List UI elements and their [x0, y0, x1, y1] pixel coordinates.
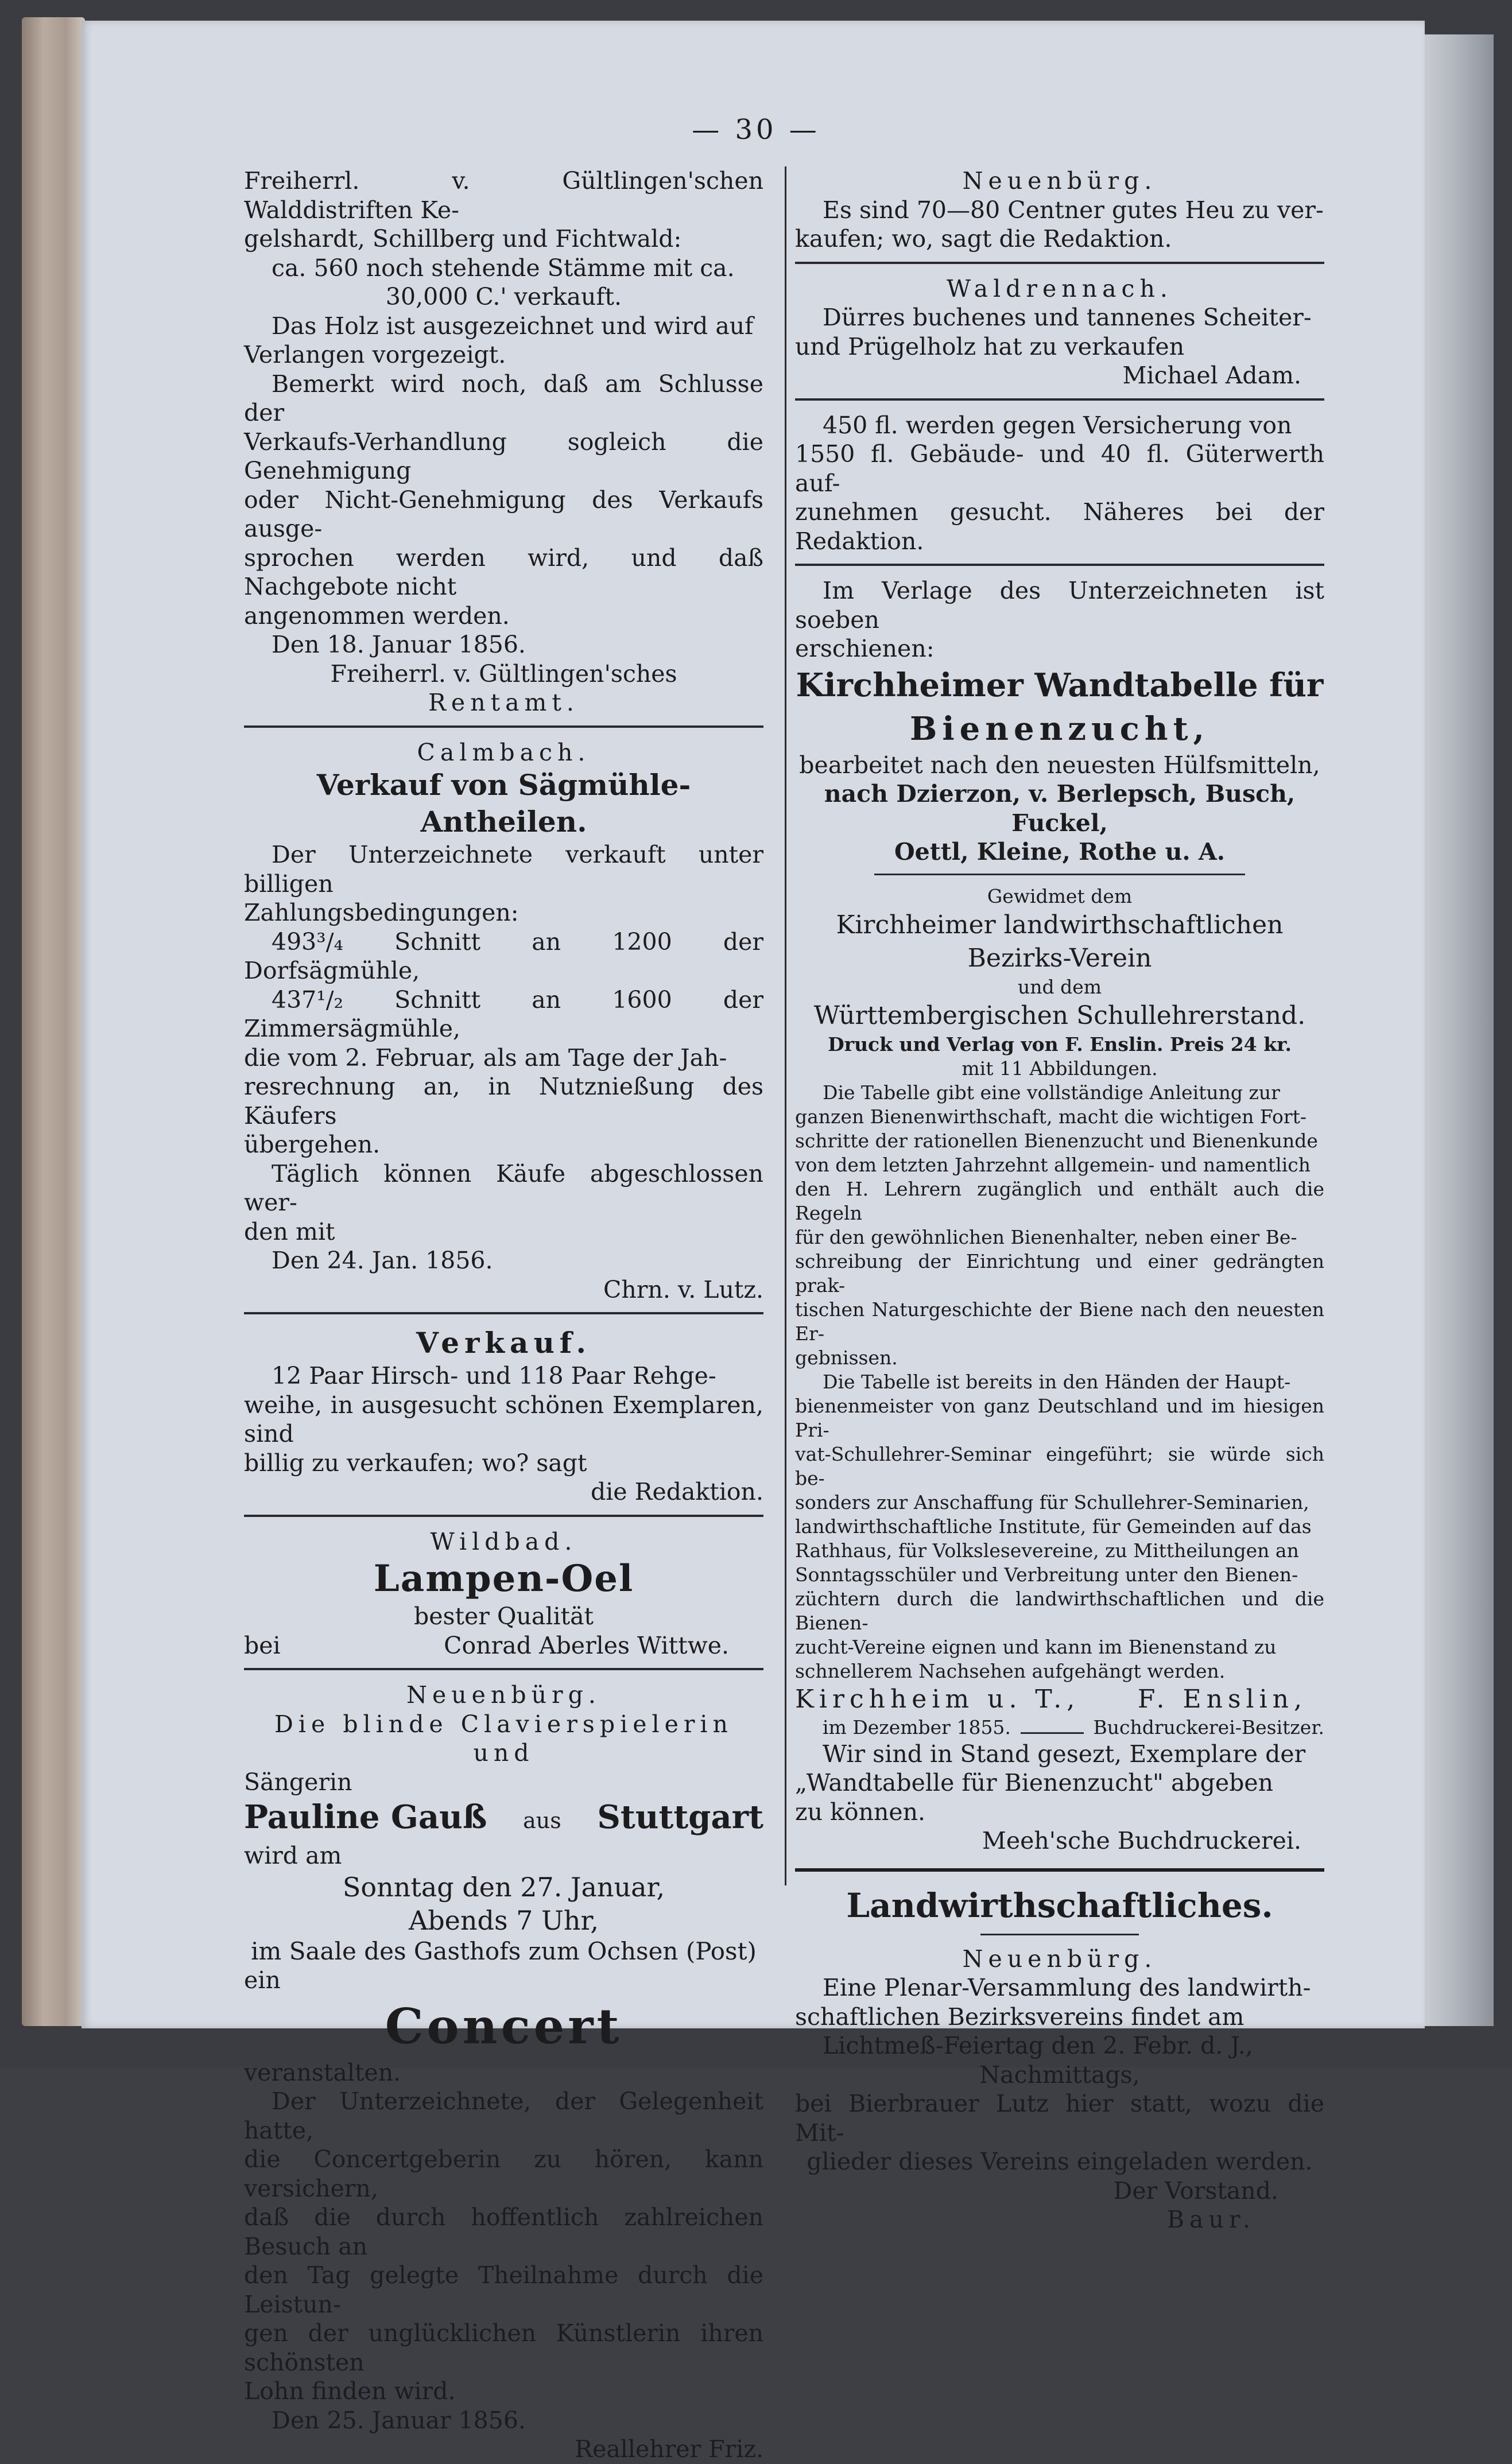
ad-text-line: Nachmittags,	[979, 2061, 1140, 2089]
ad-publisher-name: F. Enslin,	[1137, 1684, 1307, 1714]
ad-publisher-date-line	[795, 1716, 1324, 1740]
performer-name: Pauline Gauß	[244, 1798, 487, 1836]
ad-darlehen	[795, 411, 1324, 556]
ad-text-line: 30,000 C.' verkauft.	[385, 283, 622, 311]
right-column	[795, 166, 1324, 2234]
column-divider	[785, 166, 786, 1885]
ad-text-line: Es sind 70—80 Centner gutes Heu zu ver-	[823, 196, 1324, 224]
ad-text-line: wird am	[244, 1842, 342, 1869]
ad-text-line: oder Nicht-Genehmigung des Verkaufs ausge-	[244, 486, 763, 542]
section-title: Landwirthschaftliches.	[846, 1885, 1273, 1925]
ad-text-line: schnellerem Nachsehen aufgehängt werden.	[795, 1659, 1226, 1682]
ad-text-line: übergehen.	[244, 1131, 381, 1158]
ad-text-line: Der Unterzeichnete, der Gelegenheit hatte,	[244, 2087, 763, 2144]
ad-text-line: gen der unglücklichen Künstlerin ihren schönsten	[244, 2319, 763, 2376]
ad-text-line: Dürres buchenes und tannenes Scheiter-	[823, 304, 1312, 331]
short-rule	[1021, 1732, 1084, 1734]
ad-association: Württembergischen Schullehrerstand.	[813, 1000, 1306, 1030]
ad-text-line: den H. Lehrern zugänglich und enthält auch die Regeln	[795, 1177, 1324, 1224]
ad-text-line: Lohn finden wird.	[244, 2377, 456, 2405]
book-spine	[22, 17, 85, 2026]
ad-signature: Rentamt.	[428, 689, 579, 716]
ad-seller-line	[244, 1631, 763, 1660]
ad-text-line: und Prügelholz hat zu verkaufen	[795, 332, 1185, 360]
ad-text-line: glieder dieses Vereins eingeladen werden.	[807, 2148, 1313, 2175]
ad-place: Neuenbürg.	[406, 1681, 601, 1709]
ad-title: Lampen-Oel	[373, 1557, 634, 1600]
left-column	[244, 166, 763, 2464]
ad-text-line: tischen Naturgeschichte der Biene nach den neuesten Er-	[795, 1298, 1324, 1345]
ad-text-line: ganzen Bienenwirthschaft, macht die wichtigen Fort-	[795, 1105, 1307, 1128]
ad-text-line: Eine Plenar-Versammlung des landwirth-	[823, 1974, 1311, 2001]
ad-text-line: für den gewöhnlichen Bienenhalter, neben einer Be-	[795, 1225, 1297, 1248]
ad-text-line: 1550 fl. Gebäude- und 40 fl. Güterwerth auf-	[795, 440, 1324, 497]
ad-publisher-role: Buchdruckerei-Besitzer.	[1093, 1716, 1324, 1739]
ad-text-line: züchtern durch die landwirthschaftlichen und die Bienen-	[795, 1587, 1324, 1634]
ad-price: Druck und Verlag von F. Enslin. Preis 24 kr.	[828, 1033, 1292, 1056]
ad-venue-line: im Saale des Gasthofs zum Ochsen (Post)	[251, 1937, 757, 1965]
ad-text-line: den Tag gelegte Theilnahme durch die Leistun-	[244, 2261, 763, 2318]
ad-place: Neuenbürg.	[962, 1945, 1157, 1973]
ad-text-line: schaftlichen Bezirksvereins findet am	[795, 2003, 1245, 2031]
ad-text-line: und dem	[1017, 975, 1102, 998]
ad-dedication: Gewidmet dem	[987, 884, 1133, 907]
ad-text-line: weihe, in ausgesucht schönen Exemplaren, sind	[244, 1391, 763, 1448]
page-number: — 30 —	[692, 114, 820, 146]
ad-signature: Michael Adam.	[1122, 362, 1301, 389]
ad-text-line: Sonntagsschüler und Verbreitung unter den Bienen-	[795, 1563, 1298, 1586]
ad-text-line: 493³/₄ Schnitt an 1200 der Dorfsägmühle,	[244, 928, 763, 984]
ad-text: bei	[244, 1631, 281, 1659]
ad-text-line: zu können.	[795, 1798, 926, 1826]
ad-time-line: Abends 7 Uhr,	[408, 1904, 599, 1936]
ad-text-line: mit 11 Abbildungen.	[962, 1057, 1158, 1080]
ad-separator	[795, 564, 1324, 566]
ad-text-line: bei Bierbrauer Lutz hier statt, wozu die Mit-	[795, 2090, 1324, 2147]
ad-subtitle: nach Dzierzon, v. Berlepsch, Busch, Fuckel,	[824, 780, 1296, 837]
ad-inner-separator	[874, 874, 1245, 875]
ad-text-line: sprochen werden wird, und daß Nachgebote nicht	[244, 544, 763, 600]
title-underline	[980, 1934, 1139, 1935]
ad-date: Den 18. Januar 1856.	[272, 631, 526, 658]
ad-text-line: Freiherrl. v. Gültlingen'schen Walddistriften Ke-	[244, 167, 763, 224]
ad-text-line: zunehmen gesucht. Näheres bei der Redaktion.	[795, 498, 1324, 555]
ad-performer-line	[244, 1796, 763, 1841]
ad-subtitle: bester Qualität	[413, 1602, 594, 1630]
ad-text-line: Die blinde Clavierspielerin und	[274, 1710, 733, 1767]
ad-text-line: ca. 560 noch stehende Stämme mit ca.	[272, 254, 735, 282]
ad-text-line: „Wandtabelle für Bienenzucht" abgeben	[795, 1769, 1274, 1796]
ad-text-line: gelshardt, Schillberg und Fichtwald:	[244, 225, 682, 253]
ad-association: Kirchheimer landwirthschaftlichen	[836, 910, 1284, 940]
ad-text-line: bienenmeister von ganz Deutschland und im hiesigen Pri-	[795, 1394, 1324, 1441]
ad-text-line: die Concertgeberin zu hören, kann versichern,	[244, 2145, 763, 2202]
page-edge	[1425, 34, 1494, 2026]
ad-text-line: 437¹/₂ Schnitt an 1600 der Zimmersägmühle,	[244, 985, 763, 1042]
ad-date: Den 25. Januar 1856.	[272, 2406, 526, 2434]
ad-title: Verkauf von Sägmühle-Antheilen.	[316, 768, 691, 839]
section-separator	[795, 1868, 1324, 1872]
ad-publisher-line	[795, 1683, 1324, 1716]
ad-text-line: Der Unterzeichnete verkauft unter billigen	[244, 841, 763, 898]
ad-signature: die Redaktion.	[590, 1478, 763, 1505]
ad-concert-title: Concert	[385, 1997, 623, 2055]
ad-separator	[244, 1515, 763, 1517]
section-landwirthschaftliches	[795, 1884, 1324, 2234]
ad-text-line: von dem letzten Jahrzehnt allgemein- und namentlich	[795, 1153, 1311, 1176]
ad-place: Wildbad.	[430, 1527, 577, 1555]
ad-gueltlingen-timber	[244, 166, 763, 717]
ad-signature: Reallehrer Friz.	[575, 2435, 763, 2463]
ad-brennholz	[795, 274, 1324, 390]
ad-text-line: Verkaufs-Verhandlung sogleich die Genehmigung	[244, 428, 763, 484]
ad-signature: Baur.	[1166, 2206, 1255, 2233]
ad-text: aus	[523, 1808, 561, 1833]
ad-text-line: daß die durch hoffentlich zahlreichen Besuch an	[244, 2203, 763, 2260]
ad-signature: Chrn. v. Lutz.	[603, 1275, 763, 1303]
ad-text-line: gebnissen.	[795, 1346, 898, 1369]
ad-separator	[244, 725, 763, 728]
ad-text-line: erschienen:	[795, 635, 935, 662]
ad-text-line: 12 Paar Hirsch- und 118 Paar Rehge-	[272, 1362, 716, 1390]
ad-wandtabelle	[795, 576, 1324, 1856]
ad-separator	[244, 1668, 763, 1670]
ad-text-line: sonders zur Anschaffung für Schullehrer-Seminarien,	[795, 1491, 1309, 1514]
ad-text-line: Zahlungsbedingungen:	[244, 899, 519, 926]
ad-title: Bienenzucht,	[910, 709, 1209, 748]
ad-text-line: Lichtmeß-Feiertag den 2. Febr. d. J.,	[823, 2032, 1253, 2059]
ad-text-line: Wir sind in Stand gesezt, Exemplare der	[823, 1740, 1306, 1768]
ad-publisher-date: im Dezember 1855.	[823, 1716, 1011, 1739]
ad-text-line: Sängerin	[244, 1768, 352, 1796]
ad-separator	[795, 398, 1324, 401]
ad-signature: Freiherrl. v. Gültlingen'sches	[330, 659, 677, 688]
ad-lampen-oel	[244, 1527, 763, 1660]
ad-concert	[244, 1681, 763, 2464]
ad-text-line: schreibung der Einrichtung und einer gedrängten prak-	[795, 1250, 1324, 1297]
ad-subtitle: Oettl, Kleine, Rothe u. A.	[894, 838, 1226, 866]
ad-signature: Meeh'sche Buchdruckerei.	[982, 1827, 1301, 1854]
ad-seller: Conrad Aberles Wittwe.	[444, 1631, 729, 1659]
ad-place: Calmbach.	[417, 738, 591, 766]
ad-subtitle: bearbeitet nach den neuesten Hülfsmitteln,	[799, 751, 1320, 779]
ad-text-line: Das Holz ist ausgezeichnet und wird auf	[272, 312, 754, 340]
ad-title: Verkauf.	[416, 1326, 591, 1360]
ad-text-line: Die Tabelle gibt eine vollständige Anleitung zur	[823, 1081, 1280, 1104]
ad-text-line: Rathhaus, für Volkslesevereine, zu Mittheilungen an	[795, 1539, 1299, 1562]
ad-association: Bezirks-Verein	[967, 943, 1152, 973]
ad-text-line: veranstalten.	[244, 2058, 401, 2086]
ad-text-line: billig zu verkaufen; wo? sagt	[244, 1449, 587, 1477]
ad-text-line: landwirthschaftliche Institute, für Gemeinden auf das	[795, 1515, 1312, 1538]
ad-date: Den 24. Jan. 1856.	[272, 1247, 493, 1274]
ad-saegmuehle	[244, 738, 763, 1305]
ad-text-line: kaufen; wo, sagt die Redaktion.	[795, 225, 1172, 253]
ad-text-line: den mit	[244, 1217, 335, 1245]
ad-text-line: zucht-Vereine eignen und kann im Bienenstand zu	[795, 1635, 1277, 1658]
ad-text-line: Bemerkt wird noch, daß am Schlusse der	[244, 370, 763, 426]
ad-text-line: angenommen werden.	[244, 602, 510, 630]
ad-heu	[795, 166, 1324, 254]
ad-place: Neuenbürg.	[962, 167, 1157, 195]
ad-separator	[244, 1312, 763, 1314]
ad-date-line: Sonntag den 27. Januar,	[342, 1871, 665, 1903]
performer-city: Stuttgart	[597, 1798, 763, 1836]
ad-publisher-place: Kirchheim u. T.,	[795, 1684, 1080, 1714]
ad-text-line: Die Tabelle ist bereits in den Händen der Haupt-	[823, 1370, 1291, 1393]
ad-verkauf-geweihe	[244, 1325, 763, 1507]
ad-text-line: die vom 2. Februar, als am Tage der Jah-	[244, 1043, 727, 1072]
ad-text-line: Im Verlage des Unterzeichneten ist soeben	[795, 577, 1324, 634]
ad-separator	[795, 262, 1324, 264]
ad-text-line: Verlangen vorgezeigt.	[244, 341, 506, 368]
ad-title: Kirchheimer Wandtabelle für	[796, 666, 1324, 704]
ad-text-line: ein	[244, 1966, 281, 1994]
ad-description	[795, 1081, 1324, 1683]
ad-text-line: schritte der rationellen Bienenzucht und Bienenkunde	[795, 1129, 1318, 1152]
ad-signature: Der Vorstand.	[1113, 2176, 1278, 2205]
ad-text-line: resrechnung an, in Nutznießung des Käufers	[244, 1073, 763, 1130]
ad-text-line: Täglich können Käufe abgeschlossen wer-	[244, 1159, 763, 1216]
ad-text-line: vat-Schullehrer-Seminar eingeführt; sie würde sich be-	[795, 1442, 1324, 1489]
ad-text-line: 450 fl. werden gegen Versicherung von	[823, 411, 1292, 439]
ad-place: Waldrennach.	[947, 274, 1173, 302]
